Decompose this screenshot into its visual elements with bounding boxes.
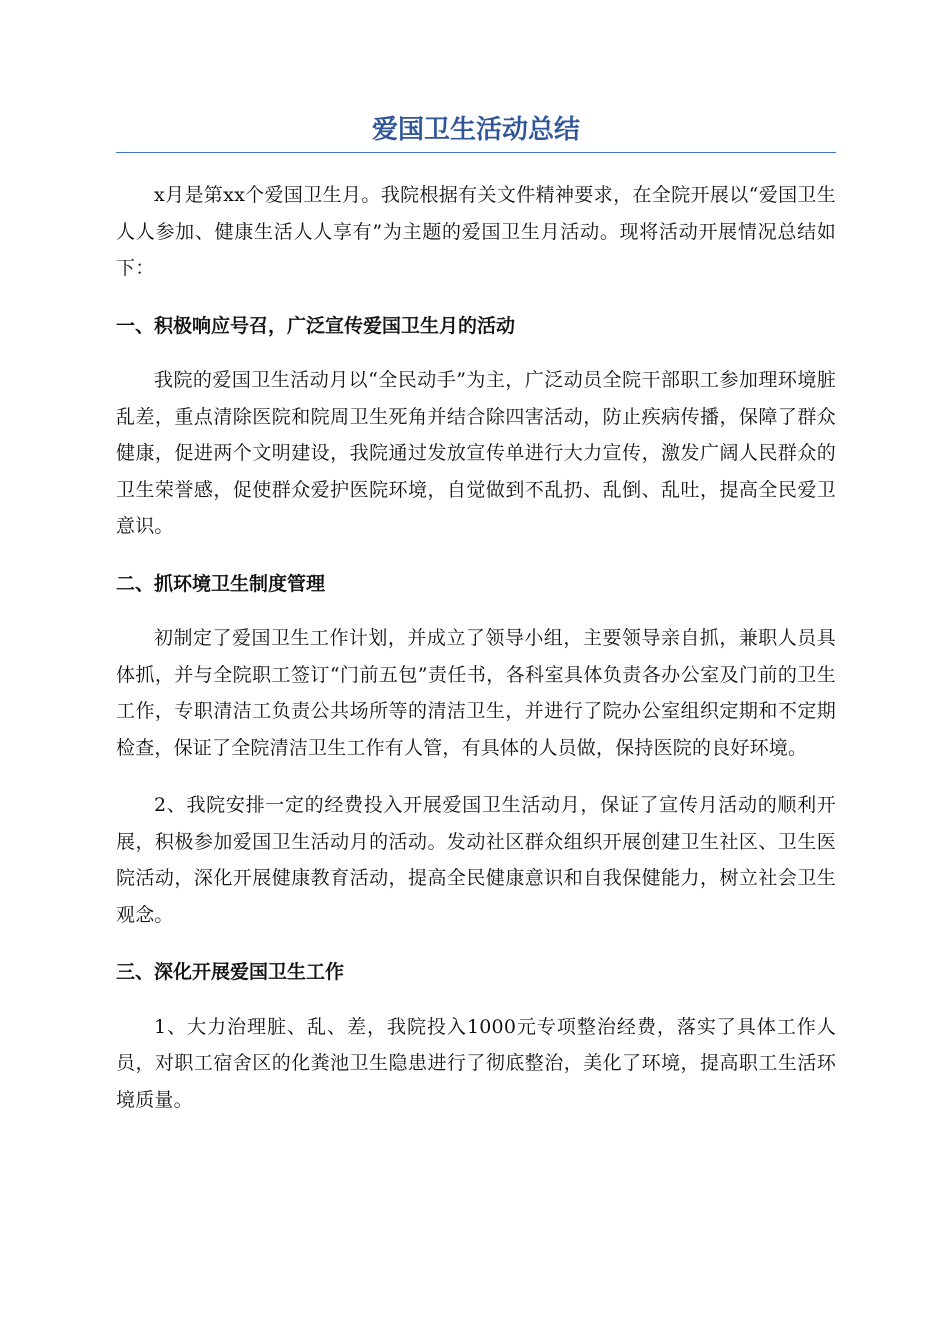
document-content	[116, 110, 836, 1118]
section-2-paragraph-1: 初制定了爱国卫生工作计划，并成立了领导小组，主要领导亲自抓，兼职人员具体抓，并与全院职工签订“门前五包”责任书，各科室具体负责各办公室及门前的卫生工作，专职清洁工负责公共场所等的清洁卫生，并进行了院办公室组织定期和不定期检查，保证了全院清洁卫生工作有人管，有具体的人员做，保持医院的良好环境。	[116, 627, 836, 759]
spacer	[116, 287, 836, 308]
section-1-paragraph-1: 我院的爱国卫生活动月以“全民动手”为主，广泛动员全院干部职工参加理环境脏乱差，重点清除医院和院周卫生死角并结合除四害活动，防止疾病传播，保障了群众健康，促进两个文明建设，我院通过发放宣传单进行大力宣传，激发广阔人民群众的卫生荣誉感，促使群众爱护医院环境，自觉做到不乱扔、乱倒、乱吐，提高全民爱卫意识。	[116, 369, 836, 537]
section-heading-1: 一、积极响应号召，广泛宣传爱国卫生月的活动	[116, 314, 516, 337]
section-3-paragraph-1: 1、大力治理脏、乱、差，我院投入1000元专项整治经费，落实了具体工作人员，对职工宿舍区的化粪池卫生隐患进行了彻底整治，美化了环境，提高职工生活环境质量。	[116, 1015, 836, 1111]
document-title: 爱国卫生活动总结	[116, 110, 836, 153]
spacer	[116, 153, 836, 177]
section-heading-3: 三、深化开展爱国卫生工作	[116, 961, 345, 983]
intro-paragraph: x月是第xx个爱国卫生月。我院根据有关文件精神要求，在全院开展以“爱国卫生人人参加、健康生活人人享有”为主题的爱国卫生月活动。现将活动开展情况总结如下：	[116, 184, 836, 279]
spacer	[116, 766, 836, 787]
spacer	[116, 602, 836, 620]
spacer	[116, 545, 836, 566]
section-2-paragraph-2: 2、我院安排一定的经费投入开展爱国卫生活动月，保证了宣传月活动的顺利开展，积极参加爱国卫生活动月的活动。发动社区群众组织开展创建卫生社区、卫生医院活动，深化开展健康教育活动，提高全民健康意识和自我保健能力，树立社会卫生观念。	[116, 794, 836, 926]
spacer	[116, 933, 836, 954]
spacer	[116, 344, 836, 362]
spacer	[116, 991, 836, 1009]
section-heading-2: 二、抓环境卫生制度管理	[116, 572, 326, 595]
